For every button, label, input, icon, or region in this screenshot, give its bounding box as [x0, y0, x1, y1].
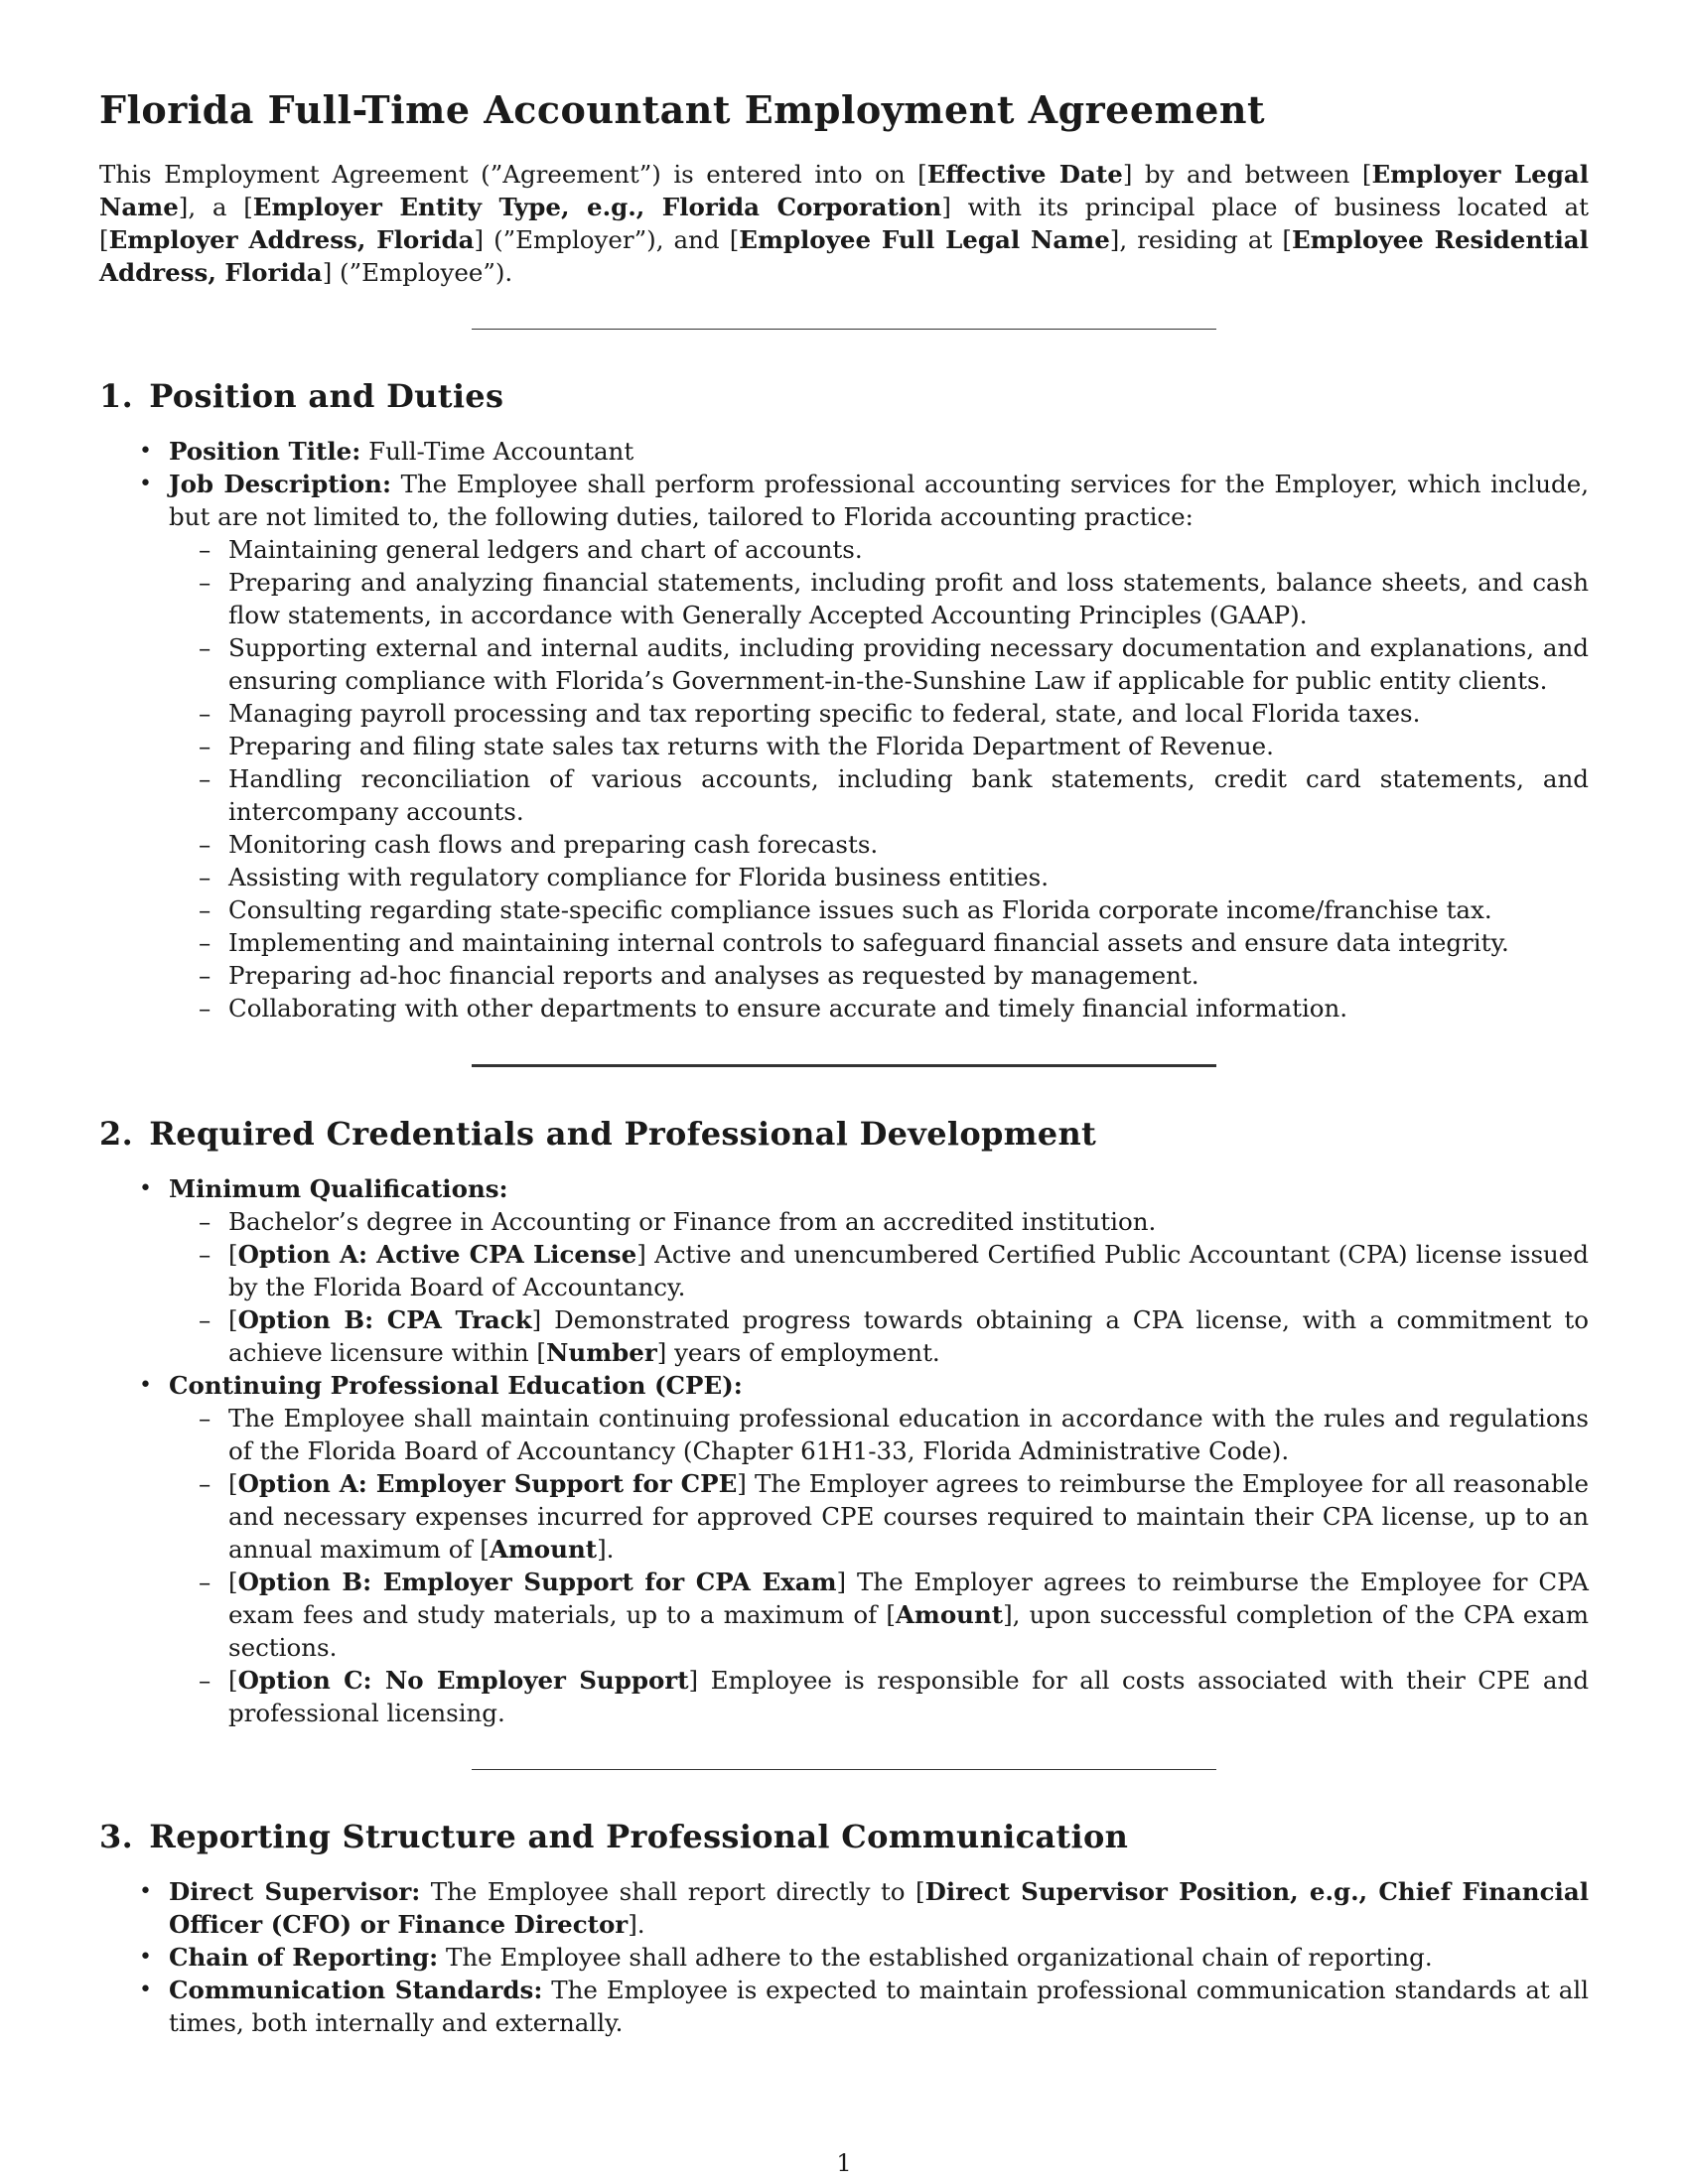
placeholder-entity-type: Employer Entity Type, e.g., Florida Corporation: [252, 193, 942, 221]
duty-item: – Assisting with regulatory compliance for Florida business entities.: [169, 861, 1589, 893]
duty-item: – Preparing ad-hoc financial reports and analyses as requested by management.: [169, 959, 1589, 992]
duty-item: – Preparing and filing state sales tax returns with the Florida Department of Revenue.: [169, 730, 1589, 762]
section-divider: [472, 1769, 1216, 1770]
duties-list: [169, 533, 1589, 1024]
list-item-cpe: • Continuing Professional Education (CPE): – The Employee shall maintain continuing professional education in accordance with the rules and regulations of the Florida Board of Accountancy (Chapter 61H1-33, Florida Administrative Code). – [Option A: Employer Support for CPE] The Employer agrees to reimburse the Employee for all reasonable and necessary expenses incurred for approved CPE courses required to maintain their CPA license, up to an annual maximum of [Amount]. – [Option B: Employer Support for CPA Exam] The Employer agrees to reimburse the Employee for CPA exam fees and study materials, up to a maximum of [Amount], upon successful completion of the CPA exam sections. – [Option C: No Employer Support] Employee is responsible for all costs associated with their CPE and professional licensing.: [99, 1369, 1589, 1729]
section-divider: [472, 1064, 1216, 1067]
placeholder-employee-name: Employee Full Legal Name: [739, 225, 1110, 254]
document-page: [99, 87, 1589, 2039]
placeholder-effective-date: Effective Date: [926, 160, 1123, 189]
section-2-heading: 2. Required Credentials and Professional Development: [99, 1115, 1097, 1153]
intro-paragraph: This Employment Agreement (”Agreement”) is entered into on [Effective Date] by and between [Employer Legal Name], a [Employer Entity Type, e.g., Florida Corporation] with its principal place of business located at [Employer Address, Florida] (”Employer”), and [Employee Full Legal Name], residing at [Employee Residential Address, Florida] (”Employee”).: [99, 160, 1590, 287]
section-2-list: [99, 1172, 1589, 1729]
duty-item: – Managing payroll processing and tax reporting specific to federal, state, and local Florida taxes.: [169, 697, 1589, 730]
cpe-item: – The Employee shall maintain continuing professional education in accordance with the rules and regulations of the Florida Board of Accountancy (Chapter 61H1-33, Florida Administrative Code).: [169, 1402, 1589, 1467]
list-item-job-description: • Job Description: The Employee shall perform professional accounting services for the Employer, which include, but are not limited to, the following duties, tailored to Florida accounting practice: – Maintaining general ledgers and chart of accounts. – Preparing and analyzing financial statements, including profit and loss statements, balance sheets, and cash flow statements, in accordance with Generally Accepted Accounting Principles (GAAP). – Supporting external and internal audits, including providing necessary documentation and explanations, and ensuring compliance with Florida’s Government-in-the-Sunshine Law if applicable for public entity clients. – Managing payroll processing and tax reporting specific to federal, state, and local Florida taxes. – Preparing and filing state sales tax returns with the Florida Department of Revenue. – Handling reconciliation of various accounts, including bank statements, credit card statements, and intercompany accounts. – Monitoring cash flows and preparing cash forecasts. – Assisting with regulatory compliance for Florida business entities. – Consulting regarding state-specific compliance issues such as Florida corporate income/franchise tax. – Implementing and maintaining internal controls to safeguard financial assets and ensure data integrity. – Preparing ad-hoc financial reports and analyses as requested by management. – Collaborating with other departments to ensure accurate and timely financial information.: [99, 468, 1589, 1024]
duty-item: – Consulting regarding state-specific compliance issues such as Florida corporate income/franchise tax.: [169, 893, 1589, 926]
duty-item: – Maintaining general ledgers and chart of accounts.: [169, 533, 1589, 566]
list-item-direct-supervisor: • Direct Supervisor: The Employee shall report directly to [Direct Supervisor Position, e.g., Chief Financial Officer (CFO) or Finance Director].: [99, 1875, 1589, 1941]
page-number: 1: [836, 2149, 852, 2177]
qualification-item: – [Option B: CPA Track] Demonstrated progress towards obtaining a CPA license, with a commitment to achieve licensure within [Number] years of employment.: [169, 1303, 1589, 1369]
section-1-heading: 1. Position and Duties: [99, 377, 504, 415]
section-divider: [472, 329, 1216, 330]
placeholder-employee-address: Employee Residential Address, Florida: [99, 225, 1589, 287]
list-item-chain-of-reporting: • Chain of Reporting: The Employee shall adhere to the established organizational chain of reporting.: [99, 1941, 1589, 1974]
cpe-item: – [Option A: Employer Support for CPE] The Employer agrees to reimburse the Employee for all reasonable and necessary expenses incurred for approved CPE courses required to maintain their CPA license, up to an annual maximum of [Amount].: [169, 1467, 1589, 1566]
duty-item: – Preparing and analyzing financial statements, including profit and loss statements, balance sheets, and cash flow statements, in accordance with Generally Accepted Accounting Principles (GAAP).: [169, 566, 1589, 631]
list-item-position-title: • Position Title: Full-Time Accountant: [99, 435, 1589, 468]
placeholder-employer-name: Employer Legal Name: [99, 160, 1590, 221]
qualifications-list: [169, 1205, 1589, 1369]
section-3-list: [99, 1875, 1589, 2039]
section-3-heading: 3. Reporting Structure and Professional Communication: [99, 1818, 1129, 1855]
document-title: Florida Full-Time Accountant Employment Agreement: [99, 87, 1266, 132]
duty-item: – Supporting external and internal audits, including providing necessary documentation and explanations, and ensuring compliance with Florida’s Government-in-the-Sunshine Law if applicable for public entity clients.: [169, 631, 1589, 697]
cpe-item: – [Option C: No Employer Support] Employee is responsible for all costs associated with their CPE and professional licensing.: [169, 1664, 1589, 1729]
duty-item: – Collaborating with other departments to ensure accurate and timely financial information.: [169, 992, 1589, 1024]
cpe-list: [169, 1402, 1589, 1729]
duty-item: – Monitoring cash flows and preparing cash forecasts.: [169, 828, 1589, 861]
section-1-list: [99, 435, 1589, 1024]
qualification-item: – [Option A: Active CPA License] Active and unencumbered Certified Public Accountant (CPA) license issued by the Florida Board of Accountancy.: [169, 1238, 1589, 1303]
qualification-item: – Bachelor’s degree in Accounting or Finance from an accredited institution.: [169, 1205, 1589, 1238]
list-item-minimum-qualifications: • Minimum Qualifications: – Bachelor’s degree in Accounting or Finance from an accredited institution. – [Option A: Active CPA License] Active and unencumbered Certified Public Accountant (CPA) license issued by the Florida Board of Accountancy. – [Option B: CPA Track] Demonstrated progress towards obtaining a CPA license, with a commitment to achieve licensure within [Number] years of employment.: [99, 1172, 1589, 1369]
duty-item: – Handling reconciliation of various accounts, including bank statements, credit card statements, and intercompany accounts.: [169, 762, 1589, 828]
placeholder-employer-address: Employer Address, Florida: [108, 225, 475, 254]
cpe-item: – [Option B: Employer Support for CPA Exam] The Employer agrees to reimburse the Employee for CPA exam fees and study materials, up to a maximum of [Amount], upon successful completion of the CPA exam sections.: [169, 1566, 1589, 1664]
duty-item: – Implementing and maintaining internal controls to safeguard financial assets and ensure data integrity.: [169, 926, 1589, 959]
list-item-communication-standards: • Communication Standards: The Employee is expected to maintain professional communication standards at all times, both internally and externally.: [99, 1974, 1589, 2039]
